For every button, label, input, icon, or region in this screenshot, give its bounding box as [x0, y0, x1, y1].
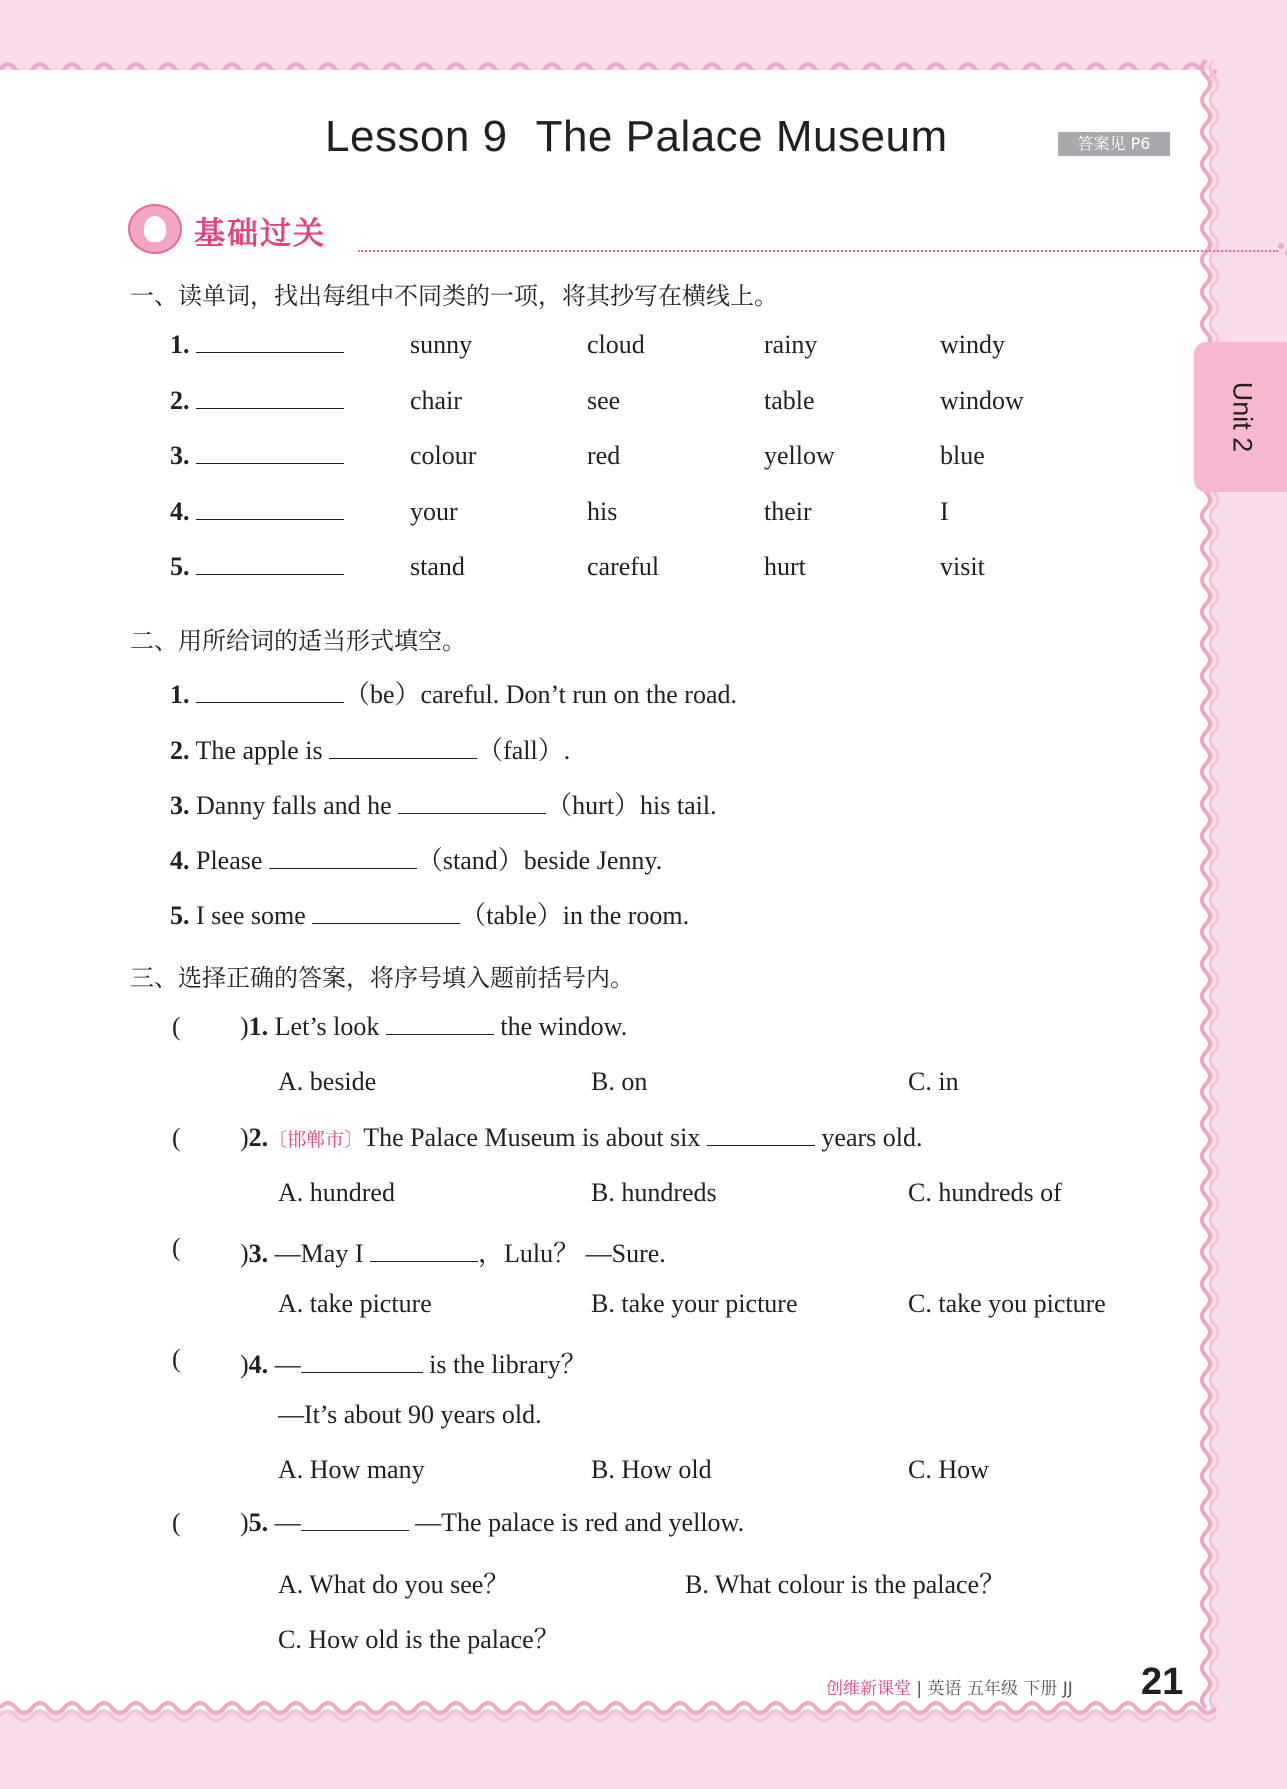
s2-item-1-blank[interactable] [196, 680, 344, 703]
q4-option-c[interactable]: C. How [908, 1455, 989, 1484]
q5-after: —The palace is red and yellow. [415, 1508, 745, 1537]
s1-row-3-word-3: yellow [764, 441, 835, 470]
s2-item-5-before: I see some [196, 901, 306, 930]
s1-row-3-word-2: red [587, 441, 621, 470]
s2-item-5-blank[interactable] [312, 901, 460, 924]
s2-item-2-number: 2. [170, 736, 190, 765]
page-number: 21 [1141, 1661, 1184, 1703]
s1-row-1-blank[interactable] [196, 330, 344, 353]
s1-row-2 [170, 386, 344, 416]
q5-before: — [274, 1508, 301, 1537]
answer-reference-badge: 答案见 P6 [1058, 132, 1170, 156]
q4-before: — [274, 1350, 301, 1379]
s1-row-4-word-3: their [764, 497, 812, 526]
s1-row-3 [170, 441, 344, 471]
q2-source-tag: 〔邯郸市〕 [268, 1129, 364, 1151]
q3-after: ，Lulu？ —Sure. [478, 1239, 666, 1268]
s1-row-1-word-3: rainy [764, 330, 818, 359]
q3-blank[interactable] [370, 1239, 478, 1262]
unit-tab-label: Unit 2 [1227, 381, 1258, 453]
q1-answer-close-paren: ) [240, 1012, 249, 1041]
s1-row-4-word-1: your [410, 497, 458, 526]
s1-row-2-word-3: table [764, 386, 815, 415]
footer-info: 创维新课堂 | 英语 五年级 下册 JJ [826, 1679, 1073, 1699]
s2-item-4-before: Please [196, 846, 263, 875]
q2-option-a[interactable]: A. hundred [278, 1178, 395, 1207]
s1-row-5-number: 5. [170, 552, 190, 581]
q2-option-c[interactable]: C. hundreds of [908, 1178, 1062, 1207]
q5-option-c[interactable]: C. How old is the palace？ [278, 1625, 560, 1654]
q2-stem [240, 1123, 923, 1153]
q4-after: is the library？ [429, 1350, 587, 1379]
section2-heading: 二、用所给词的适当形式填空。 [130, 627, 466, 655]
q5-answer-open-paren: ( [172, 1508, 181, 1537]
s2-item-4-number: 4. [170, 846, 190, 875]
s1-row-5-blank[interactable] [196, 552, 344, 575]
s1-row-2-word-4: window [940, 386, 1024, 415]
s1-row-5-word-3: hurt [764, 552, 806, 581]
q3-number: 3. [248, 1239, 269, 1268]
q4-dialog-line: —It’s about 90 years old. [278, 1400, 542, 1429]
dotted-divider [358, 250, 1278, 252]
q3-option-c[interactable]: C. take you picture [908, 1289, 1106, 1318]
s1-row-2-word-2: see [587, 386, 621, 415]
q1-option-c[interactable]: C. in [908, 1067, 959, 1096]
s1-row-2-number: 2. [170, 386, 190, 415]
q5-number: 5. [248, 1508, 269, 1537]
s1-row-5-word-4: visit [940, 552, 985, 581]
s1-row-4-word-2: his [587, 497, 618, 526]
s1-row-5 [170, 552, 344, 582]
s2-item-1 [170, 674, 737, 711]
q2-after: years old. [821, 1123, 923, 1152]
q1-answer-open-paren: ( [172, 1012, 181, 1041]
q2-before: The Palace Museum is about six [363, 1123, 701, 1152]
q2-number: 2. [248, 1123, 269, 1152]
s2-item-2-before: The apple is [195, 736, 323, 765]
s2-item-3-after: （hurt）his tail. [546, 791, 717, 820]
q5-answer-close-paren: ) [240, 1508, 249, 1537]
dots-icon [1276, 240, 1287, 260]
s1-row-3-blank[interactable] [196, 441, 344, 464]
q1-before: Let’s look [274, 1012, 380, 1041]
s2-item-4-after: （stand）beside Jenny. [416, 846, 663, 875]
q1-after: the window. [500, 1012, 628, 1041]
q1-number: 1. [248, 1012, 269, 1041]
q3-option-a[interactable]: A. take picture [278, 1289, 432, 1318]
s2-item-2 [170, 730, 570, 767]
s2-item-3-before: Danny falls and he [196, 791, 392, 820]
q4-answer-open-paren: ( [172, 1344, 181, 1373]
s2-item-5-number: 5. [170, 901, 190, 930]
s1-row-5-word-2: careful [587, 552, 660, 581]
s1-row-5-word-1: stand [410, 552, 465, 581]
q5-blank[interactable] [301, 1508, 409, 1531]
q5-stem [240, 1508, 744, 1538]
q4-number: 4. [248, 1350, 269, 1379]
q2-option-b[interactable]: B. hundreds [591, 1178, 717, 1207]
basics-label: 基础过关 [194, 216, 326, 252]
s2-item-3-blank[interactable] [398, 791, 546, 814]
s1-row-1-word-2: cloud [587, 330, 645, 359]
s2-item-4 [170, 840, 662, 877]
footer-details: 英语 五年级 下册 JJ [927, 1679, 1073, 1699]
s1-row-4-blank[interactable] [196, 497, 344, 520]
s1-row-1-word-1: sunny [410, 330, 473, 359]
s1-row-2-word-1: chair [410, 386, 462, 415]
footer-brand: 创维新课堂 [826, 1679, 911, 1699]
s2-item-5 [170, 895, 689, 932]
wavy-border-bottom [0, 1698, 1287, 1728]
lesson-number: Lesson 9 [325, 112, 508, 161]
s1-row-3-word-4: blue [940, 441, 985, 470]
mascot-icon [128, 204, 182, 254]
s1-row-1-word-4: windy [940, 330, 1005, 359]
q3-option-b[interactable]: B. take your picture [591, 1289, 798, 1318]
section1-heading: 一、读单词，找出每组中不同类的一项，将其抄写在横线上。 [130, 282, 778, 310]
s2-item-2-after: （fall）. [477, 736, 571, 765]
s2-item-3 [170, 785, 717, 822]
wavy-border-right [1196, 60, 1222, 1710]
s1-row-3-word-1: colour [410, 441, 477, 470]
q2-blank[interactable] [707, 1123, 815, 1146]
q3-answer-open-paren: ( [172, 1233, 181, 1262]
q4-blank[interactable] [301, 1350, 423, 1373]
q1-stem [240, 1012, 627, 1042]
q5-option-a[interactable]: A. What do you see？ [278, 1570, 510, 1599]
section3-heading: 三、选择正确的答案，将序号填入题前括号内。 [130, 964, 634, 992]
q1-blank[interactable] [386, 1012, 494, 1035]
s2-item-1-number: 1. [170, 680, 190, 709]
s1-row-4 [170, 497, 344, 527]
q4-option-b[interactable]: B. How old [591, 1455, 712, 1484]
q4-answer-close-paren: ) [240, 1350, 249, 1379]
q2-answer-close-paren: ) [240, 1123, 249, 1152]
q3-answer-close-paren: ) [240, 1239, 249, 1268]
q3-before: —May I [274, 1239, 364, 1268]
q4-stem [240, 1344, 587, 1381]
q1-option-a[interactable]: A. beside [278, 1067, 377, 1096]
s1-row-1 [170, 330, 344, 360]
q2-answer-open-paren: ( [172, 1123, 181, 1152]
s2-item-3-number: 3. [170, 791, 190, 820]
s1-row-4-word-4: I [940, 497, 949, 526]
q4-option-a[interactable]: A. How many [278, 1455, 425, 1484]
s2-item-5-after: （table）in the room. [460, 901, 690, 930]
s1-row-4-number: 4. [170, 497, 190, 526]
lesson-name: The Palace Museum [535, 112, 948, 161]
lesson-title [325, 112, 1025, 162]
s2-item-1-text: （be）careful. Don’t run on the road. [344, 680, 738, 709]
s1-row-1-number: 1. [170, 330, 190, 359]
basics-section-header [128, 204, 1178, 258]
unit-side-tab [1194, 342, 1287, 492]
s1-row-3-number: 3. [170, 441, 190, 470]
s2-item-4-blank[interactable] [269, 846, 417, 869]
q5-option-b[interactable]: B. What colour is the palace？ [685, 1570, 1006, 1599]
q1-option-b[interactable]: B. on [591, 1067, 648, 1096]
s2-item-2-blank[interactable] [329, 736, 477, 759]
s1-row-2-blank[interactable] [196, 386, 344, 409]
q3-stem [240, 1233, 666, 1270]
